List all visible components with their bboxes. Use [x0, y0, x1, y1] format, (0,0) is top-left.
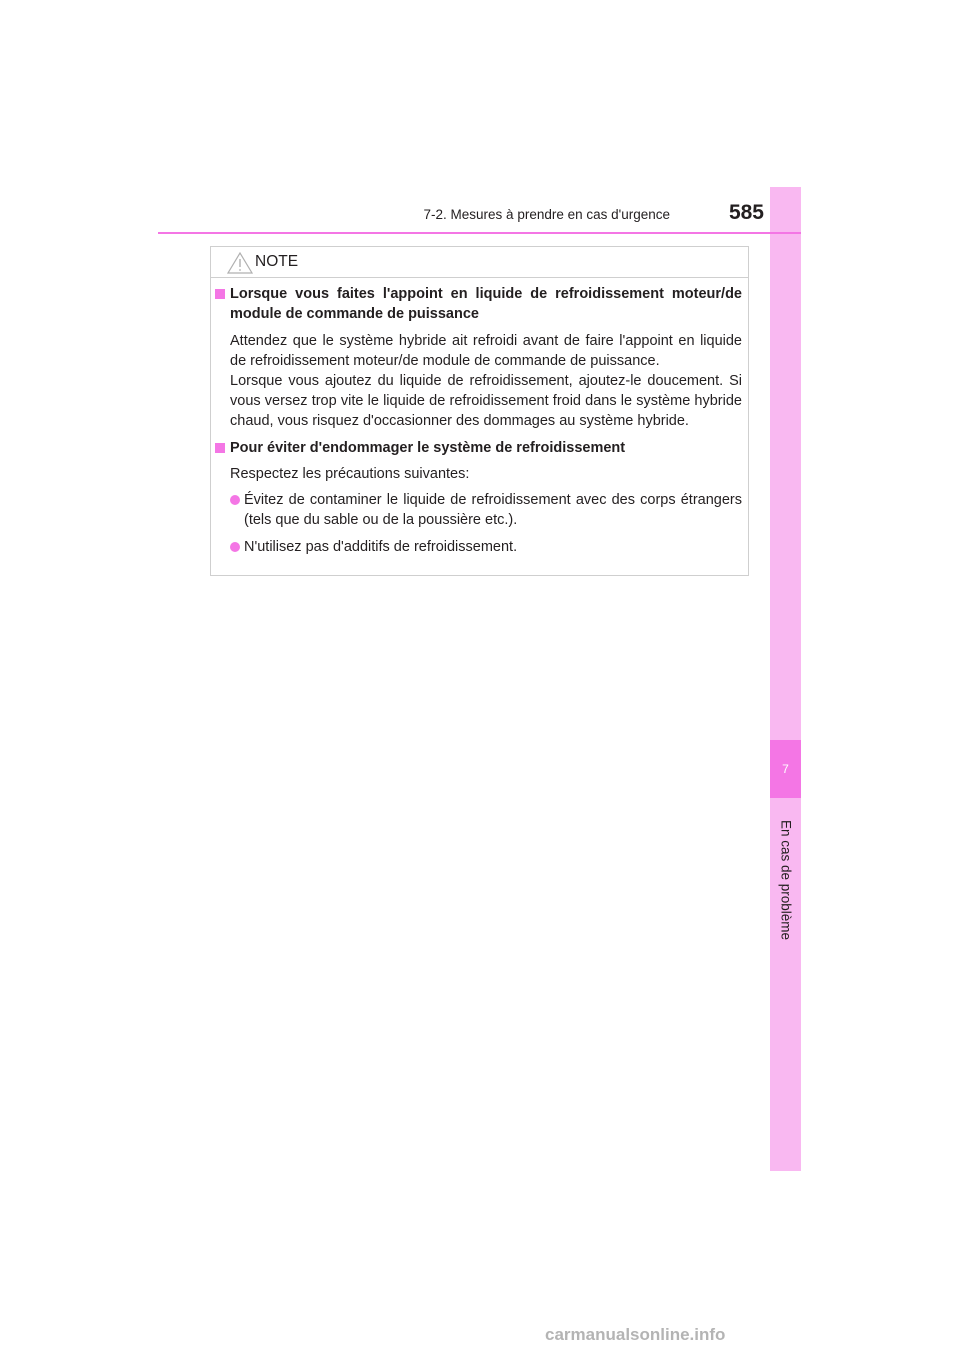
- chapter-number: 7: [770, 740, 801, 798]
- round-bullet-icon: [230, 542, 240, 552]
- list-item-text: Évitez de contaminer le liquide de refroidissement avec des corps étrangers (tels que du sable ou de la poussière etc.).: [244, 492, 742, 528]
- round-bullet-icon: [230, 495, 240, 505]
- note-body: [211, 284, 750, 557]
- watermark: carmanualsonline.info: [545, 1325, 726, 1344]
- paragraph: Respectez les précautions suivantes:: [230, 466, 470, 482]
- section-heading-text: Pour éviter d'endommager le système de refroidissement: [230, 440, 626, 456]
- note-title: NOTE: [255, 253, 299, 270]
- note-box: [210, 246, 749, 576]
- note-header: [211, 247, 748, 278]
- header-rule: [158, 232, 801, 234]
- chapter-side-tab: [770, 187, 801, 1171]
- list-item: [211, 537, 750, 557]
- list-item-text: N'utilisez pas d'additifs de refroidissement.: [244, 539, 518, 555]
- square-bullet-icon: [215, 443, 225, 453]
- section-heading: [211, 438, 750, 458]
- paragraph: Attendez que le système hybride ait refroidi avant de faire l'appoint en liquide de refroidissement moteur/de module de commande de puissance.: [230, 333, 742, 369]
- page-number: 585: [728, 201, 764, 224]
- list-item: [211, 490, 750, 530]
- section-heading-text: Lorsque vous faites l'appoint en liquide de refroidissement moteur/de module de commande de puissance: [230, 286, 742, 322]
- paragraph: Lorsque vous ajoutez du liquide de refroidissement, ajoutez-le doucement. Si vous versez trop vite le liquide de refroidissement froid dans le système hybride chaud, vous risquez d'occasionner des dommages au système hybride.: [230, 373, 742, 429]
- section-heading: [211, 284, 750, 324]
- section-title: 7-2. Mesures à prendre en cas d'urgence: [423, 207, 670, 222]
- warning-triangle-icon: [227, 252, 253, 274]
- chapter-label: En cas de problème: [778, 819, 794, 941]
- square-bullet-icon: [215, 289, 225, 299]
